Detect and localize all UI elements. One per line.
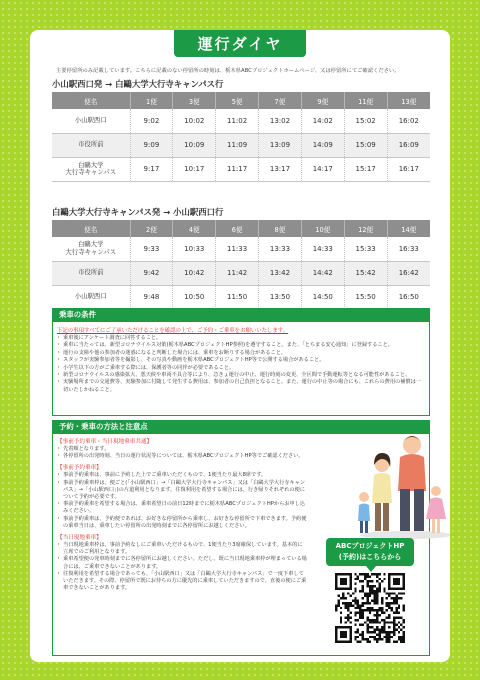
- time-cell: 16:42: [387, 261, 430, 285]
- list-item: ・ 乗車希望便の発車時刻までに各停留所にお越しください。ただし、既に当日現地乗車枠が埋まっている場合には、ご乗車できないことがあります。: [57, 556, 307, 570]
- time-cell: 14:02: [301, 109, 344, 133]
- timetable-card: [30, 30, 450, 662]
- stop-name-cell: 小山駅西口: [52, 285, 130, 309]
- column-header-trip: 12便: [344, 220, 387, 237]
- time-cell: 14:42: [301, 261, 344, 285]
- list-item: ・ 新型コロナウイルスの感染拡大、悪天候や車両不具合等により、急きょ運行の中止、運行時刻の変更、全区間で手動運転等となる可能性があること。: [57, 372, 425, 379]
- list-item: ・ 小学生以下の方がご乗車する際には、保護者等の同伴が必要であること。: [57, 365, 425, 372]
- table-row: [52, 157, 430, 181]
- time-cell: 9:42: [130, 261, 173, 285]
- time-cell: 10:09: [173, 133, 216, 157]
- time-cell: 11:09: [216, 133, 259, 157]
- list-item: ・ 事前予約乗車枠は、便ごと(「小山駅西口」→「白鷗大学大行寺キャンパス」又は「白鷗大学大行寺キャンパス」→「小山駅西口」)の片道利用となります。往復利用を希望する場合には、行き帰りそれぞれの便について予約が必要です。: [57, 480, 307, 502]
- route1-title: 小山駅西口発 → 白鷗大学大行寺キャンパス行: [52, 78, 430, 93]
- column-header-stop: 便名: [52, 92, 130, 109]
- reservation-heading: 予約・乗車の方法と注意点: [53, 420, 429, 434]
- time-cell: 11:17: [216, 157, 259, 181]
- time-cell: 11:42: [216, 261, 259, 285]
- time-cell: 9:17: [130, 157, 173, 181]
- column-header-trip: 7便: [259, 92, 302, 109]
- conditions-lead: 下記の事項すべてにご了承いただけることを確認の上で、ご予約・ご乗車をお願いいたします。: [57, 328, 289, 334]
- route1-timetable: [52, 92, 430, 182]
- column-header-trip: 1便: [130, 92, 173, 109]
- column-header-trip: 4便: [173, 220, 216, 237]
- table-row: [52, 133, 430, 157]
- stop-name-cell: 白鷗大学 大行寺キャンパス: [52, 237, 130, 261]
- time-cell: 13:50: [259, 285, 302, 309]
- column-header-trip: 2便: [130, 220, 173, 237]
- list-item: ・ 事前予約乗車は、事前に予約した上でご乗車いただくもので、1便当たり最大8席です。: [57, 472, 307, 479]
- time-cell: 16:33: [387, 237, 430, 261]
- list-item: ・ スタッフが実験参加者等を撮影し、その写真や動画を栃木県ABCプロジェクトHP等で公開する場合があること。: [57, 357, 425, 364]
- stop-name-cell: 白鷗大学 大行寺キャンパス: [52, 157, 130, 181]
- time-cell: 15:50: [344, 285, 387, 309]
- table-row: [52, 109, 430, 133]
- column-header-trip: 9便: [301, 92, 344, 109]
- reservation-list: [53, 542, 311, 592]
- list-item: ・ 往復利用を希望する場合であっても、「小山駅西口」又は「白鷗大学大行寺キャンパス」で一度下車していただきます。その際、停留所で既にお待ちの方に優先的に乗車していただきますので、直後の便にご乗車できないことがあります。: [57, 571, 307, 593]
- hp-link-label[interactable]: [326, 538, 414, 566]
- column-header-trip: 10便: [301, 220, 344, 237]
- route2-timetable: [52, 220, 430, 310]
- column-header-trip: 5便: [216, 92, 259, 109]
- time-cell: 15:02: [344, 109, 387, 133]
- stop-name-cell: 市役所前: [52, 133, 130, 157]
- intro-note: 主要停留所のみ記載しています。こちらに記載のない停留所の時刻は、栃木県ABCプロジェクトホームページ、又は停留所にてご確認ください。: [56, 68, 400, 74]
- time-cell: 10:42: [173, 261, 216, 285]
- list-item: ・ 当日現地乗車枠は、事前予約なしにご乗車いただけるもので、1便当たり3席確保しています。基本的に立席でのご利用となります。: [57, 542, 307, 556]
- time-cell: 14:09: [301, 133, 344, 157]
- table-header-row: [52, 220, 430, 237]
- list-item: ・ 乗車後にアンケート調査に回答すること。: [57, 335, 425, 342]
- route2-title: 白鷗大学大行寺キャンパス発 → 小山駅西口行: [52, 206, 430, 221]
- time-cell: 10:50: [173, 285, 216, 309]
- list-item: ・ 事前予約乗車を希望する場合は、乗車希望日の前日12時までに栃木県ABCプロジェクトHPからお申し込みください。: [57, 501, 307, 515]
- time-cell: 15:09: [344, 133, 387, 157]
- time-cell: 9:02: [130, 109, 173, 133]
- conditions-list: [53, 335, 429, 394]
- time-cell: 11:50: [216, 285, 259, 309]
- conditions-heading: 乗車の条件: [53, 308, 429, 322]
- reservation-list: [53, 446, 311, 460]
- reservation-group-label: 【事前予約乗車・当日現地乗車共通】: [57, 439, 153, 445]
- time-cell: 10:17: [173, 157, 216, 181]
- reservation-group-label: 【事前予約乗車】: [57, 465, 102, 472]
- time-cell: 14:33: [301, 237, 344, 261]
- time-cell: 9:33: [130, 237, 173, 261]
- list-item: ・ 乗車に当たっては、新型コロナウイルス対策(栃木県ABCプロジェクトHP参照)を遵守すること。また、「とちまる安心通知」に登録すること。: [57, 342, 425, 349]
- time-cell: 16:17: [387, 157, 430, 181]
- list-item: ・ 先着順となります。: [57, 446, 307, 453]
- time-cell: 14:50: [301, 285, 344, 309]
- column-header-trip: 11便: [344, 92, 387, 109]
- reservation-list: [53, 472, 311, 530]
- time-cell: 10:02: [173, 109, 216, 133]
- table-header-row: [52, 92, 430, 109]
- time-cell: 11:02: [216, 109, 259, 133]
- table-row: [52, 285, 430, 309]
- time-cell: 15:33: [344, 237, 387, 261]
- stop-name-cell: 小山駅西口: [52, 109, 130, 133]
- time-cell: 13:17: [259, 157, 302, 181]
- page-title: 運行ダイヤ: [174, 30, 306, 57]
- time-cell: 10:33: [173, 237, 216, 261]
- qr-code-icon[interactable]: [335, 573, 405, 643]
- hp-link-line2: (予約)はこちらから: [338, 553, 402, 561]
- list-item: ・ 各停留所の出発時刻、当日の運行状況等については、栃木県ABCプロジェクトHP等でご確認ください。: [57, 453, 307, 460]
- time-cell: 11:33: [216, 237, 259, 261]
- time-cell: 14:17: [301, 157, 344, 181]
- column-header-trip: 13便: [387, 92, 430, 109]
- list-item: ・ 運行の支障や他の参加者の迷惑になると判断した場合には、乗車をお断りする場合があること。: [57, 350, 425, 357]
- time-cell: 13:09: [259, 133, 302, 157]
- column-header-trip: 14便: [387, 220, 430, 237]
- hp-link-line1: ABCプロジェクトHP: [335, 542, 405, 550]
- time-cell: 16:02: [387, 109, 430, 133]
- reservation-group-label: 【当日現地乗車】: [57, 535, 102, 542]
- time-cell: 15:42: [344, 261, 387, 285]
- conditions-section: [52, 308, 430, 416]
- time-cell: 9:09: [130, 133, 173, 157]
- list-item: ・ 事前予約乗車は、予約便であれば、お好きな停留所から乗車し、お好きな停留所で下車できます。予約便の乗車当日は、乗車したい停留所の出発時刻までに各停留所にお越しください。: [57, 516, 307, 530]
- column-header-stop: 便名: [52, 220, 130, 237]
- time-cell: 16:09: [387, 133, 430, 157]
- time-cell: 9:48: [130, 285, 173, 309]
- list-item: ・ 実験場所までの交通費等、実験参加に付随して発生する費用は、参加者の自己負担となること。また、運行の中止等の場合にも、これらの費用の補償は一切いたしかねること。: [57, 379, 425, 394]
- time-cell: 13:02: [259, 109, 302, 133]
- time-cell: 13:42: [259, 261, 302, 285]
- column-header-trip: 3便: [173, 92, 216, 109]
- time-cell: 13:33: [259, 237, 302, 261]
- time-cell: 16:50: [387, 285, 430, 309]
- column-header-trip: 6便: [216, 220, 259, 237]
- table-row: [52, 237, 430, 261]
- table-row: [52, 261, 430, 285]
- column-header-trip: 8便: [259, 220, 302, 237]
- stop-name-cell: 市役所前: [52, 261, 130, 285]
- family-illustration-icon: [356, 425, 450, 540]
- time-cell: 15:17: [344, 157, 387, 181]
